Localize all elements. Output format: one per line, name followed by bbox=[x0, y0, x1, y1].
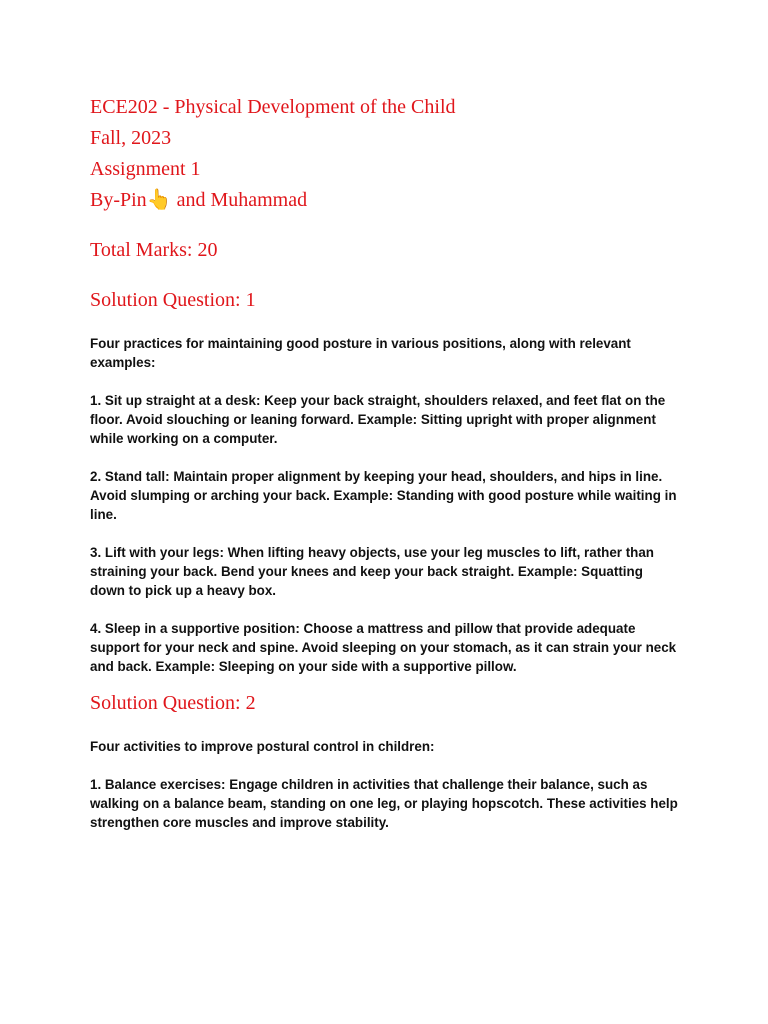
course-title: ECE202 - Physical Development of the Child bbox=[90, 96, 456, 118]
section-intro: Four activities to improve postural control in children: bbox=[90, 739, 435, 754]
authors: By-Pin👆 and Muhammad bbox=[90, 189, 308, 211]
list-item: 1. Sit up straight at a desk: Keep your back straight, shoulders relaxed, and feet flat on the floor. Avoid slouching or leaning forward. Example: Sitting upright with proper alignment while working on a computer. bbox=[90, 393, 666, 446]
list-item: 3. Lift with your legs: When lifting heavy objects, use your leg muscles to lift, rather than straining your back. Bend your knees and keep your back straight. Example: Squatting down to pick up a heavy box. bbox=[90, 545, 654, 598]
list-item: 4. Sleep in a supportive position: Choose a mattress and pillow that provide adequate support for your neck and spine. Avoid sleeping on your stomach, as it can strain your neck and back. Example: Sleeping on your side with a supportive pillow. bbox=[90, 621, 677, 674]
total-marks: Total Marks: 20 bbox=[90, 239, 218, 261]
section-title: Solution Question: 2 bbox=[90, 692, 256, 714]
list-item: 2. Stand tall: Maintain proper alignment by keeping your head, shoulders, and hips in line. Avoid slumping or arching your back. Example: Standing with good posture while waiting in line. bbox=[90, 469, 677, 522]
section-title: Solution Question: 1 bbox=[90, 289, 256, 311]
solution-question-1 bbox=[90, 285, 678, 676]
assignment-title: Assignment 1 bbox=[90, 158, 201, 180]
solution-question-2 bbox=[90, 688, 678, 832]
section-intro: Four practices for maintaining good posture in various positions, along with relevant examples: bbox=[90, 336, 631, 370]
term: Fall, 2023 bbox=[90, 127, 172, 149]
list-item: 1. Balance exercises: Engage children in activities that challenge their balance, such as walking on a balance beam, standing on one leg, or playing hopscotch. These activities help strengthen core muscles and improve stability. bbox=[90, 777, 678, 830]
document-header bbox=[90, 92, 678, 216]
